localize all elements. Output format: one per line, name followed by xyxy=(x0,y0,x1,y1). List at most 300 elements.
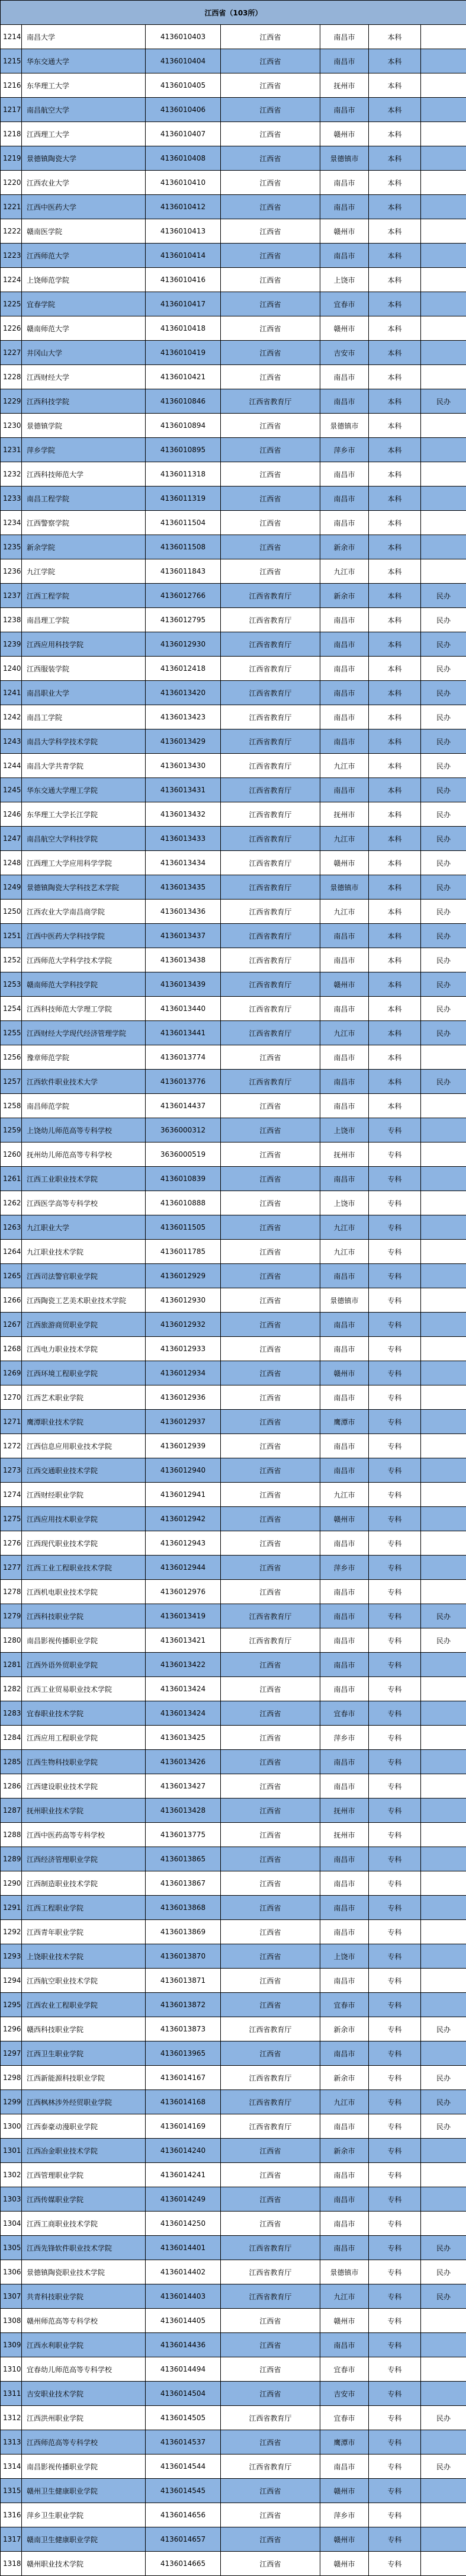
city: 吉安市 xyxy=(320,2382,369,2406)
seq-number: 1258 xyxy=(1,1094,22,1118)
school-code: 4136011504 xyxy=(146,511,221,535)
school-name: 江西科技职业学院 xyxy=(22,1604,146,1628)
authority: 江西省 xyxy=(221,219,320,244)
school-name: 景德镇陶瓷职业技术学院 xyxy=(22,2260,146,2284)
seq-number: 1241 xyxy=(1,681,22,705)
school-name: 江西司法警官职业学院 xyxy=(22,1264,146,1288)
school-code: 4136012795 xyxy=(146,608,221,632)
table-row xyxy=(1,1385,466,1410)
authority: 江西省教育厅 xyxy=(221,2114,320,2139)
remark xyxy=(421,1167,466,1191)
authority: 江西省 xyxy=(221,1434,320,1458)
school-name: 景德镇学院 xyxy=(22,414,146,438)
remark xyxy=(421,559,466,584)
level: 本科 xyxy=(369,25,421,49)
remark: 民办 xyxy=(421,729,466,754)
city: 南昌市 xyxy=(320,462,369,487)
seq-number: 1294 xyxy=(1,1969,22,1993)
seq-number: 1275 xyxy=(1,1507,22,1531)
seq-number: 1229 xyxy=(1,389,22,414)
city: 上饶市 xyxy=(320,268,369,292)
authority: 江西省 xyxy=(221,1580,320,1604)
level: 本科 xyxy=(369,900,421,924)
school-code: 4136014545 xyxy=(146,2479,221,2503)
remark xyxy=(421,1871,466,1896)
authority: 江西省 xyxy=(221,244,320,268)
level: 专科 xyxy=(369,2455,421,2479)
seq-number: 1289 xyxy=(1,1847,22,1871)
table-row xyxy=(1,1458,466,1483)
city: 赣州市 xyxy=(320,2479,369,2503)
school-code: 4136012944 xyxy=(146,1556,221,1580)
remark xyxy=(421,414,466,438)
seq-number: 1313 xyxy=(1,2430,22,2455)
remark: 民办 xyxy=(421,851,466,875)
city: 赣州市 xyxy=(320,2527,369,2552)
table-row xyxy=(1,1434,466,1458)
school-name: 赣南师范大学 xyxy=(22,316,146,341)
school-code: 4136012943 xyxy=(146,1531,221,1556)
authority: 江西省 xyxy=(221,1944,320,1969)
school-code: 4136013871 xyxy=(146,1969,221,1993)
school-name: 南昌师范学院 xyxy=(22,1094,146,1118)
seq-number: 1234 xyxy=(1,511,22,535)
city: 南昌市 xyxy=(320,1653,369,1677)
city: 南昌市 xyxy=(320,1580,369,1604)
table-row xyxy=(1,146,466,171)
seq-number: 1271 xyxy=(1,1410,22,1434)
seq-number: 1235 xyxy=(1,535,22,559)
level: 本科 xyxy=(369,98,421,122)
province-title-row xyxy=(1,1,466,25)
remark xyxy=(421,1240,466,1264)
authority: 江西省教育厅 xyxy=(221,729,320,754)
school-name: 华东交通大学理工学院 xyxy=(22,778,146,802)
level: 专科 xyxy=(369,1750,421,1774)
city: 南昌市 xyxy=(320,2114,369,2139)
school-code: 4136013425 xyxy=(146,1726,221,1750)
school-code: 4136014240 xyxy=(146,2139,221,2163)
seq-number: 1290 xyxy=(1,1871,22,1896)
school-code: 4136014657 xyxy=(146,2527,221,2552)
table-row xyxy=(1,729,466,754)
remark xyxy=(421,1410,466,1434)
level: 专科 xyxy=(369,1337,421,1361)
level: 专科 xyxy=(369,1313,421,1337)
table-row xyxy=(1,1580,466,1604)
city: 九江市 xyxy=(320,754,369,778)
school-code: 4136013436 xyxy=(146,900,221,924)
city: 抚州市 xyxy=(320,1823,369,1847)
school-code: 4136010405 xyxy=(146,73,221,98)
school-code: 4136012942 xyxy=(146,1507,221,1531)
level: 本科 xyxy=(369,608,421,632)
authority: 江西省教育厅 xyxy=(221,802,320,827)
remark xyxy=(421,1118,466,1143)
school-code: 4136012941 xyxy=(146,1483,221,1507)
school-code: 4136013439 xyxy=(146,972,221,997)
level: 本科 xyxy=(369,827,421,851)
school-code: 3636000312 xyxy=(146,1118,221,1143)
seq-number: 1306 xyxy=(1,2260,22,2284)
city: 南昌市 xyxy=(320,1969,369,1993)
school-code: 4136012932 xyxy=(146,1313,221,1337)
school-name: 江西服装学院 xyxy=(22,657,146,681)
remark xyxy=(421,2357,466,2382)
level: 专科 xyxy=(369,2236,421,2260)
school-name: 九江职业大学 xyxy=(22,1215,146,1240)
level: 专科 xyxy=(369,1653,421,1677)
remark xyxy=(421,2309,466,2333)
authority: 江西省 xyxy=(221,1288,320,1313)
school-code: 4136013421 xyxy=(146,1628,221,1653)
level: 专科 xyxy=(369,2479,421,2503)
school-name: 萍乡卫生职业学院 xyxy=(22,2503,146,2527)
authority: 江西省 xyxy=(221,2430,320,2455)
city: 南昌市 xyxy=(320,924,369,948)
school-name: 赣州师范高等专科学校 xyxy=(22,2309,146,2333)
authority: 江西省 xyxy=(221,1726,320,1750)
remark xyxy=(421,2163,466,2187)
authority: 江西省教育厅 xyxy=(221,948,320,972)
school-code: 4136014403 xyxy=(146,2284,221,2309)
city: 吉安市 xyxy=(320,341,369,365)
city: 新余市 xyxy=(320,2139,369,2163)
authority: 江西省 xyxy=(221,292,320,316)
school-name: 江西枫林涉外经贸职业学院 xyxy=(22,2090,146,2114)
school-name: 赣西科技职业学院 xyxy=(22,2017,146,2041)
school-name: 江西农业大学南昌商学院 xyxy=(22,900,146,924)
authority: 江西省教育厅 xyxy=(221,754,320,778)
school-name: 景德镇陶瓷大学 xyxy=(22,146,146,171)
authority: 江西省 xyxy=(221,365,320,389)
city: 上饶市 xyxy=(320,1191,369,1215)
city: 南昌市 xyxy=(320,997,369,1021)
school-name: 江西工程学院 xyxy=(22,584,146,608)
seq-number: 1304 xyxy=(1,2212,22,2236)
remark: 民办 xyxy=(421,1070,466,1094)
remark xyxy=(421,1750,466,1774)
table-row xyxy=(1,851,466,875)
seq-number: 1273 xyxy=(1,1458,22,1483)
seq-number: 1277 xyxy=(1,1556,22,1580)
seq-number: 1286 xyxy=(1,1774,22,1799)
seq-number: 1263 xyxy=(1,1215,22,1240)
school-code: 4136010418 xyxy=(146,316,221,341)
remark: 民办 xyxy=(421,778,466,802)
authority: 江西省 xyxy=(221,49,320,73)
level: 专科 xyxy=(369,1823,421,1847)
city: 南昌市 xyxy=(320,1847,369,1871)
remark xyxy=(421,487,466,511)
authority: 江西省教育厅 xyxy=(221,851,320,875)
authority: 江西省教育厅 xyxy=(221,827,320,851)
seq-number: 1284 xyxy=(1,1726,22,1750)
city: 南昌市 xyxy=(320,487,369,511)
table-row xyxy=(1,2333,466,2357)
school-code: 4136014405 xyxy=(146,2309,221,2333)
city: 南昌市 xyxy=(320,1094,369,1118)
school-code: 4136010839 xyxy=(146,1167,221,1191)
level: 本科 xyxy=(369,851,421,875)
table-row xyxy=(1,2236,466,2260)
level: 专科 xyxy=(369,2430,421,2455)
authority: 江西省 xyxy=(221,122,320,146)
table-row xyxy=(1,268,466,292)
level: 专科 xyxy=(369,1701,421,1726)
school-name: 鹰潭职业技术学院 xyxy=(22,1410,146,1434)
level: 本科 xyxy=(369,997,421,1021)
authority: 江西省 xyxy=(221,2382,320,2406)
school-name: 江西建设职业技术学院 xyxy=(22,1774,146,1799)
remark: 民办 xyxy=(421,681,466,705)
table-row xyxy=(1,73,466,98)
city: 南昌市 xyxy=(320,171,369,195)
remark xyxy=(421,1458,466,1483)
seq-number: 1221 xyxy=(1,195,22,219)
city: 南昌市 xyxy=(320,2212,369,2236)
table-row xyxy=(1,1750,466,1774)
level: 本科 xyxy=(369,316,421,341)
table-row xyxy=(1,1653,466,1677)
level: 本科 xyxy=(369,462,421,487)
level: 本科 xyxy=(369,924,421,948)
city: 南昌市 xyxy=(320,1045,369,1070)
seq-number: 1292 xyxy=(1,1920,22,1944)
school-name: 江西财经职业学院 xyxy=(22,1483,146,1507)
school-code: 4136013868 xyxy=(146,1896,221,1920)
school-code: 4136013429 xyxy=(146,729,221,754)
school-code: 4136014167 xyxy=(146,2066,221,2090)
level: 本科 xyxy=(369,705,421,729)
remark xyxy=(421,25,466,49)
authority: 江西省 xyxy=(221,1045,320,1070)
seq-number: 1255 xyxy=(1,1021,22,1045)
school-code: 4136013872 xyxy=(146,1993,221,2017)
school-name: 九江职业技术学院 xyxy=(22,1240,146,1264)
school-name: 南昌影视传播职业学院 xyxy=(22,1628,146,1653)
school-name: 江西工商职业技术学院 xyxy=(22,2212,146,2236)
school-name: 上饶幼儿师范高等专科学校 xyxy=(22,1118,146,1143)
level: 专科 xyxy=(369,1944,421,1969)
remark: 民办 xyxy=(421,972,466,997)
city: 南昌市 xyxy=(320,1167,369,1191)
school-name: 江西冶金职业技术学院 xyxy=(22,2139,146,2163)
table-row xyxy=(1,511,466,535)
table-row xyxy=(1,1045,466,1070)
school-name: 井冈山大学 xyxy=(22,341,146,365)
city: 南昌市 xyxy=(320,2236,369,2260)
remark xyxy=(421,146,466,171)
authority: 江西省 xyxy=(221,25,320,49)
seq-number: 1216 xyxy=(1,73,22,98)
remark xyxy=(421,1531,466,1556)
authority: 江西省 xyxy=(221,1094,320,1118)
seq-number: 1247 xyxy=(1,827,22,851)
remark: 民办 xyxy=(421,827,466,851)
school-code: 4136013430 xyxy=(146,754,221,778)
authority: 江西省教育厅 xyxy=(221,584,320,608)
remark xyxy=(421,365,466,389)
school-name: 江西经济管理职业学院 xyxy=(22,1847,146,1871)
school-code: 4136012936 xyxy=(146,1385,221,1410)
authority: 江西省教育厅 xyxy=(221,778,320,802)
school-name: 吉安职业技术学院 xyxy=(22,2382,146,2406)
table-row xyxy=(1,2479,466,2503)
table-row xyxy=(1,559,466,584)
remark xyxy=(421,73,466,98)
level: 专科 xyxy=(369,1531,421,1556)
school-name: 江西软件职业技术大学 xyxy=(22,1070,146,1094)
authority: 江西省 xyxy=(221,2041,320,2066)
authority: 江西省教育厅 xyxy=(221,1070,320,1094)
authority: 江西省教育厅 xyxy=(221,1604,320,1628)
authority: 江西省教育厅 xyxy=(221,681,320,705)
remark xyxy=(421,171,466,195)
authority: 江西省教育厅 xyxy=(221,705,320,729)
remark xyxy=(421,98,466,122)
table-row xyxy=(1,1628,466,1653)
table-row xyxy=(1,754,466,778)
city: 萍乡市 xyxy=(320,2503,369,2527)
seq-number: 1314 xyxy=(1,2455,22,2479)
level: 专科 xyxy=(369,2503,421,2527)
remark: 民办 xyxy=(421,2284,466,2309)
level: 专科 xyxy=(369,1458,421,1483)
authority: 江西省 xyxy=(221,268,320,292)
seq-number: 1264 xyxy=(1,1240,22,1264)
school-code: 4136012976 xyxy=(146,1580,221,1604)
authority: 江西省教育厅 xyxy=(221,657,320,681)
remark: 民办 xyxy=(421,2017,466,2041)
remark xyxy=(421,1483,466,1507)
city: 赣州市 xyxy=(320,972,369,997)
seq-number: 1278 xyxy=(1,1580,22,1604)
authority: 江西省 xyxy=(221,1410,320,1434)
school-code: 4136013775 xyxy=(146,1823,221,1847)
school-name: 上饶师范学院 xyxy=(22,268,146,292)
school-name: 抚州幼儿师范高等专科学校 xyxy=(22,1143,146,1167)
city: 抚州市 xyxy=(320,73,369,98)
table-row xyxy=(1,2187,466,2212)
school-code: 4136012930 xyxy=(146,1288,221,1313)
school-code: 4136013424 xyxy=(146,1677,221,1701)
school-name: 南昌航空大学科技学院 xyxy=(22,827,146,851)
city: 萍乡市 xyxy=(320,1556,369,1580)
seq-number: 1251 xyxy=(1,924,22,948)
table-row xyxy=(1,98,466,122)
remark: 民办 xyxy=(421,584,466,608)
level: 专科 xyxy=(369,2552,421,2576)
level: 本科 xyxy=(369,729,421,754)
authority: 江西省 xyxy=(221,1750,320,1774)
city: 景德镇市 xyxy=(320,875,369,900)
level: 专科 xyxy=(369,1799,421,1823)
school-name: 江西环境工程职业学院 xyxy=(22,1361,146,1385)
school-name: 新余学院 xyxy=(22,535,146,559)
seq-number: 1214 xyxy=(1,25,22,49)
school-code: 4136010408 xyxy=(146,146,221,171)
city: 抚州市 xyxy=(320,802,369,827)
city: 鹰潭市 xyxy=(320,1410,369,1434)
school-name: 江西科技学院 xyxy=(22,389,146,414)
table-row xyxy=(1,462,466,487)
seq-number: 1233 xyxy=(1,487,22,511)
level: 专科 xyxy=(369,2309,421,2333)
table-row xyxy=(1,1677,466,1701)
remark xyxy=(421,511,466,535)
authority: 江西省 xyxy=(221,414,320,438)
table-row xyxy=(1,1556,466,1580)
school-name: 华东交通大学 xyxy=(22,49,146,73)
school-code: 4136014249 xyxy=(146,2187,221,2212)
authority: 江西省 xyxy=(221,1361,320,1385)
city: 南昌市 xyxy=(320,1458,369,1483)
remark xyxy=(421,1920,466,1944)
level: 本科 xyxy=(369,219,421,244)
table-row xyxy=(1,414,466,438)
city: 南昌市 xyxy=(320,2041,369,2066)
table-row xyxy=(1,1871,466,1896)
remark: 民办 xyxy=(421,754,466,778)
city: 赣州市 xyxy=(320,1507,369,1531)
remark xyxy=(421,1361,466,1385)
table-row xyxy=(1,2382,466,2406)
school-name: 江西农业工程职业学院 xyxy=(22,1993,146,2017)
seq-number: 1219 xyxy=(1,146,22,171)
remark: 民办 xyxy=(421,1628,466,1653)
authority: 江西省教育厅 xyxy=(221,900,320,924)
school-name: 江西洪州职业学院 xyxy=(22,2406,146,2430)
level: 专科 xyxy=(369,1434,421,1458)
school-name: 赣南卫生健康职业学院 xyxy=(22,2527,146,2552)
table-row xyxy=(1,1337,466,1361)
city: 南昌市 xyxy=(320,1896,369,1920)
authority: 江西省 xyxy=(221,1871,320,1896)
remark xyxy=(421,2333,466,2357)
seq-number: 1227 xyxy=(1,341,22,365)
remark xyxy=(421,1337,466,1361)
seq-number: 1309 xyxy=(1,2333,22,2357)
school-code: 4136014504 xyxy=(146,2382,221,2406)
table-row xyxy=(1,1823,466,1847)
table-row xyxy=(1,608,466,632)
school-name: 江西科技师范大学 xyxy=(22,462,146,487)
level: 本科 xyxy=(369,1094,421,1118)
seq-number: 1231 xyxy=(1,438,22,462)
authority: 江西省 xyxy=(221,2212,320,2236)
remark: 民办 xyxy=(421,997,466,1021)
school-name: 江西现代职业技术学院 xyxy=(22,1531,146,1556)
level: 专科 xyxy=(369,1167,421,1191)
seq-number: 1225 xyxy=(1,292,22,316)
school-name: 南昌大学 xyxy=(22,25,146,49)
school-code: 4136014401 xyxy=(146,2236,221,2260)
city: 南昌市 xyxy=(320,1337,369,1361)
seq-number: 1285 xyxy=(1,1750,22,1774)
seq-number: 1222 xyxy=(1,219,22,244)
authority: 江西省 xyxy=(221,1799,320,1823)
table-row xyxy=(1,244,466,268)
school-code: 4136011508 xyxy=(146,535,221,559)
table-row xyxy=(1,1264,466,1288)
city: 九江市 xyxy=(320,827,369,851)
remark: 民办 xyxy=(421,632,466,657)
table-row xyxy=(1,1191,466,1215)
authority: 江西省 xyxy=(221,2479,320,2503)
level: 本科 xyxy=(369,414,421,438)
school-name: 东华理工大学长江学院 xyxy=(22,802,146,827)
